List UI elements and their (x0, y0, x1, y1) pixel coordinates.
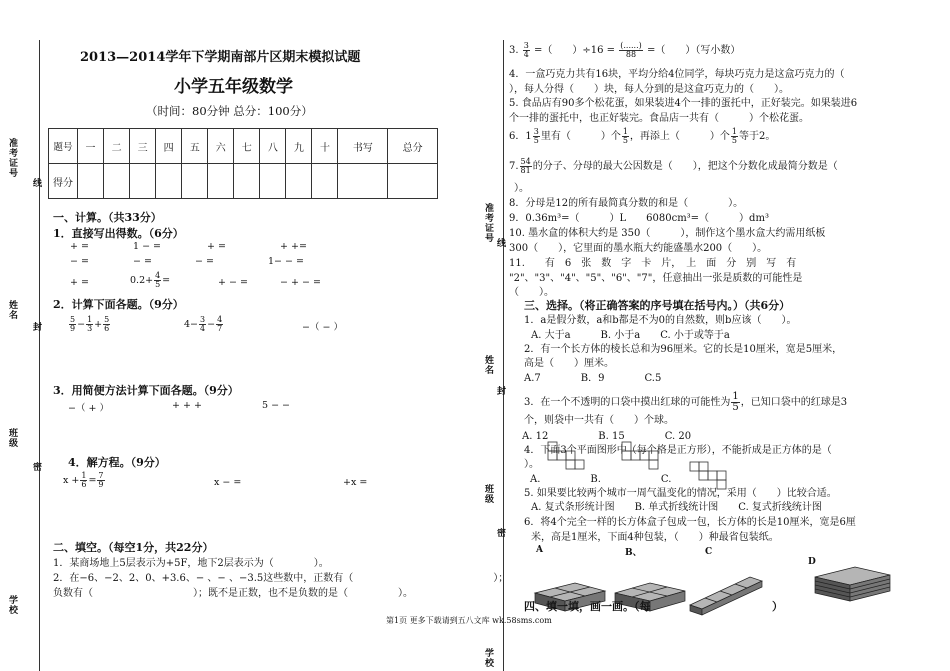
binding-class-left: 班级 (7, 428, 17, 448)
package-label-b: B、 (625, 548, 642, 558)
score-col: 一 (78, 129, 104, 164)
score-col: 总分 (388, 129, 438, 164)
calc-item: + = (70, 241, 89, 252)
score-cell[interactable] (260, 164, 286, 199)
fill-q4b: ），每人分得（ ）块，每人分到的是这盒巧克力的（ ）。 (509, 84, 789, 95)
fill-q3: 3. $\frac{3}{4}$ =（ ）÷16 = $\frac{(......)}{88}$ =（ ）（写小数） (509, 41, 741, 59)
choice-q2b: 高是（ ）厘米。 (524, 358, 614, 369)
calc-item: 1 − = (133, 241, 162, 252)
fill-q7: 7. $\frac{54}{81}$ 的分子、分母的最大公因数是（ ），把这个分数化成最简分数是（ (509, 157, 838, 175)
calc-item: − + − = (280, 277, 321, 288)
section1-p2: 2．计算下面各题。（9分） (53, 298, 184, 311)
calc-item: − = (133, 256, 152, 267)
score-row-label: 得分 (49, 164, 78, 199)
fill-q10a: 10. 墨水盒的体积大约是 350（ ），制作这个墨水盒大约需用纸板 (509, 228, 826, 239)
fill-q2a: 2．在−6、−2、2、0、+3.6、− 、− 、−3.5这些数中，正数有（ ）； (53, 573, 509, 584)
score-cell[interactable] (182, 164, 208, 199)
score-cell[interactable] (338, 164, 388, 199)
binding-seal-left: 封 (31, 322, 41, 332)
choice-q2-options: A.7 B．9 C.5 (524, 373, 662, 384)
binding-seal-right: 封 (495, 386, 505, 396)
section4-title-tail: ） (772, 600, 783, 613)
score-col: 九 (286, 129, 312, 164)
calc-item: + − = (218, 277, 248, 288)
equation-a: x + $\frac{1}{6}$ = $\frac{7}{9}$ (63, 471, 104, 489)
choice-q6b: 米，高是1厘米，下面4种包装，（ ）种最省包装纸。 (531, 532, 779, 543)
calc-item: − = (70, 256, 89, 267)
choice-q6a: 6．将4个完全一样的长方体盒子包成一包，长方体的长是10厘米，宽是6厘 (524, 517, 856, 528)
fill-q7b: ）。 (514, 183, 529, 194)
score-table (48, 128, 438, 199)
fraction: $\frac{4}{5}$ (155, 271, 161, 289)
package-label-d: D (808, 557, 816, 567)
binding-school-left: 学校 (7, 595, 17, 615)
calc-expr-c: −（ − ） (302, 322, 343, 333)
package-d (815, 567, 890, 601)
fill-q1: 1．某商场地上5层表示为+5F，地下2层表示为（ ）。 (53, 558, 329, 569)
fill-q8: 8．分母是12的所有最简真分数的和是（ ）。 (509, 198, 744, 209)
section1-p4: 4．解方程。（9分） (68, 456, 166, 469)
exam-title: 2013—2014学年下学期南部片区期末模拟试题 (80, 50, 361, 65)
binding-exam-no-right: 准考证号 (483, 203, 493, 243)
calc-item: + = (207, 241, 226, 252)
calc-item: 1− − = (268, 256, 304, 267)
binding-name-left: 姓名 (7, 300, 17, 320)
binding-line-label-left: 线 (31, 178, 41, 188)
score-col: 三 (130, 129, 156, 164)
calc-simple: 5 − − (262, 400, 291, 411)
net-a (548, 442, 584, 469)
score-cell[interactable] (286, 164, 312, 199)
choice-q4-options: A. B. C. (530, 474, 672, 485)
score-cell[interactable] (104, 164, 130, 199)
section4-title: 四、填一填，画一画。（每 (524, 600, 651, 613)
binding-name-right: 姓名 (483, 355, 493, 375)
fill-q9: 9．0.36m³=（ ）L 6080cm³=（ ）dm³ (509, 213, 769, 224)
score-col: 七 (234, 129, 260, 164)
choice-q3-options: A. 12 B. 15 C. 20 (522, 431, 692, 442)
binding-mi-right: 密 (495, 528, 505, 538)
score-col: 二 (104, 129, 130, 164)
score-col: 六 (208, 129, 234, 164)
score-cell[interactable] (208, 164, 234, 199)
choice-q5: 5. 如果要比较两个城市一周气温变化的情况，采用（ ）比较合适。 (524, 488, 837, 499)
choice-q1-options: A. 大于a B. 小于a C. 小于或等于a (531, 330, 730, 341)
binding-class-right: 班级 (483, 484, 493, 504)
calc-item: + += (280, 241, 307, 252)
calc-item: + = (70, 277, 89, 288)
choice-q4a: 4．下面3个平面图形中（每个格是正方形），不能折成是正方体的是（ (524, 445, 832, 456)
fill-q6: 6．1 $\frac{3}{5}$ 里有（ ）个 $\frac{1}{5}$ ，再添上（ ）个 $\frac{1}{5}$ 等于2。 (509, 127, 776, 145)
package-label-c: C (705, 547, 713, 557)
package-diagrams (530, 555, 900, 625)
fill-q4a: 4．一盒巧克力共有16块，平均分给4位同学，每块巧克力是这盒巧克力的（ (509, 69, 845, 80)
section3-title: 三、选择。（将正确答案的序号填在括号内。）（共6分） (524, 299, 791, 312)
calc-expr-b: 4− $\frac{3}{4}$ − $\frac{4}{7}$ (184, 315, 223, 333)
choice-q5-options: A. 复式条形统计图 B. 单式折线统计图 C. 复式折线统计图 (531, 502, 822, 513)
fill-q11b: "2"、"3"、"4"、"5"、"6"、"7"，任意抽出一张是质数的可能性是 (509, 273, 803, 284)
choice-q3b: 个，则袋中一共有（ ）个球。 (524, 415, 674, 426)
section2-title: 二、填空。（每空1分，共22分） (53, 541, 214, 554)
score-col: 书写 (338, 129, 388, 164)
binding-exam-no-left: 准考证号 (7, 138, 17, 178)
exam-subject: 小学五年级数学 (174, 77, 293, 97)
choice-q2a: 2．有一个长方体的棱长总和为96厘米。它的长是10厘米，宽是5厘米， (524, 344, 843, 355)
calc-item-text: 0.2+ (130, 275, 154, 286)
calc-simple: + + + (172, 400, 202, 411)
fill-q11c: （ ）。 (509, 287, 554, 298)
binding-line-left (39, 40, 40, 671)
choice-q4b: ）。 (524, 459, 539, 470)
fill-q11a: 11. 有 6 张 数 字 卡 片， 上 面 分 别 写 有 (509, 258, 797, 269)
fill-q5a: 5. 食品店有90多个松花蛋，如果装进4个一排的蛋托中，正好装完。如果装进6 (509, 98, 858, 109)
section1-title: 一、计算。（共33分） (53, 211, 162, 224)
net-c (690, 462, 726, 489)
score-row-label: 题号 (49, 129, 78, 164)
binding-mi-left: 密 (31, 462, 41, 472)
package-label-a: A (536, 545, 543, 555)
score-cell[interactable] (156, 164, 182, 199)
net-b (622, 442, 658, 469)
section1-p1: 1．直接写出得数。（6分） (53, 227, 184, 240)
section1-p3: 3．用简便方法计算下面各题。（9分） (53, 384, 239, 397)
choice-q3a: 3．在一个不透明的口袋中摸出红球的可能性为 $\frac{1}{5}$ ，已知口袋中的红球是3 (524, 391, 848, 413)
equation-c: +x = (343, 477, 368, 488)
score-col: 五 (182, 129, 208, 164)
calc-expr-a: $\frac{5}{9}$ − $\frac{1}{3}$ + $\frac{5}{6}$ (70, 315, 110, 333)
score-col: 八 (260, 129, 286, 164)
calc-item: − = (195, 256, 214, 267)
score-cell[interactable] (312, 164, 338, 199)
binding-line-label-right: 线 (495, 238, 505, 248)
score-col: 四 (156, 129, 182, 164)
choice-q1: 1．a是假分数，a和b都是不为0的自然数，则b应该（ ）。 (524, 315, 797, 326)
score-cell[interactable] (234, 164, 260, 199)
fill-q2b: 负数有（ ）；既不是正数，也不是负数的是（ ）。 (53, 588, 413, 599)
page-footer: 第1页 更多下载请到五八文库 wk.58sms.com (386, 616, 552, 625)
fill-q10b: 300（ ），它里面的墨水瓶大约能盛墨水200（ ）。 (509, 243, 768, 254)
equation-b: x − = (214, 477, 242, 488)
score-cell[interactable] (388, 164, 438, 199)
score-cell[interactable] (78, 164, 104, 199)
exam-time-info: （时间：80分钟 总分：100分） (146, 104, 313, 118)
binding-school-right: 学校 (483, 648, 493, 668)
calc-item: 0.2+ $\frac{4}{5}$ = (130, 271, 171, 289)
fill-q5b: 个一排的蛋托中，也正好装完。食品店一共有（ ）个松花蛋。 (509, 113, 809, 124)
score-cell[interactable] (130, 164, 156, 199)
package-c (690, 577, 762, 615)
score-col: 十 (312, 129, 338, 164)
calc-simple: −（ + ） (68, 403, 109, 414)
